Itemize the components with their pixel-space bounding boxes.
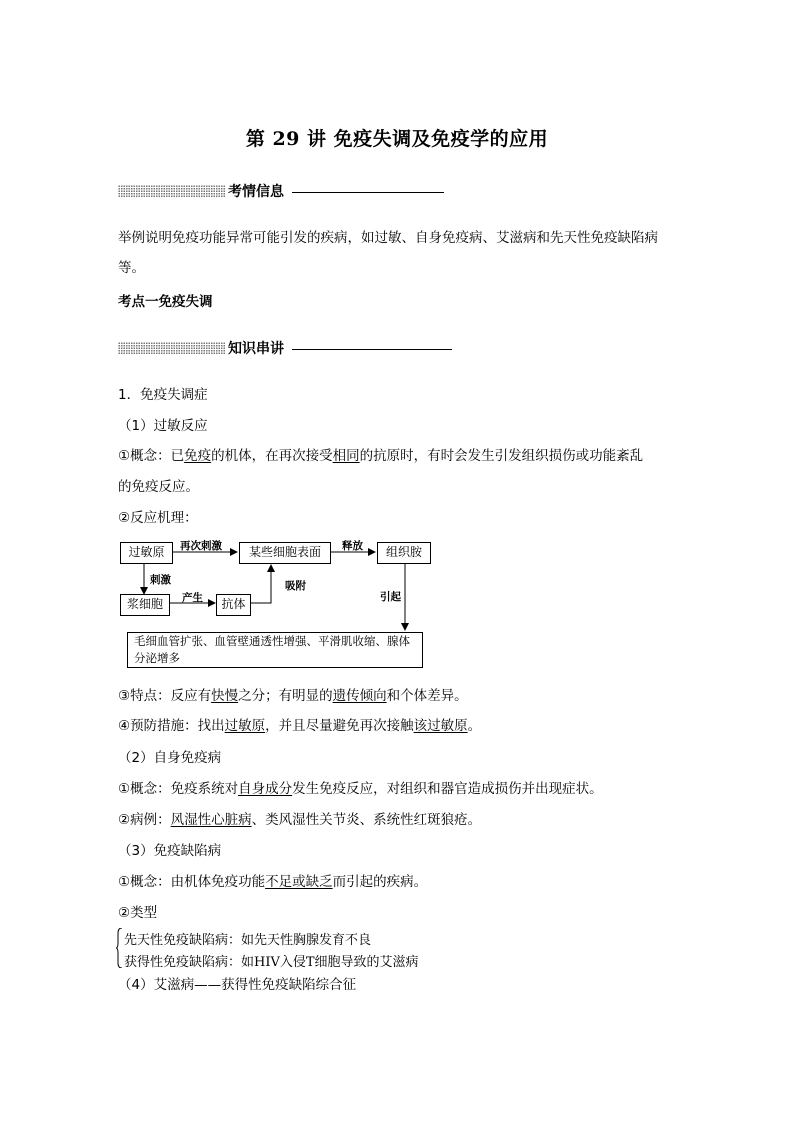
section-label: 考情信息 xyxy=(228,184,284,200)
heading-allergy: （1）过敏反应 xyxy=(118,418,208,434)
heading-immunodeficiency: （3）免疫缺陷病 xyxy=(118,843,222,859)
kaodian-heading: 考点一免疫失调 xyxy=(118,294,213,310)
section-label: 知识串讲 xyxy=(228,341,284,357)
immunodeficiency-concept: ①概念：由机体免疫功能不足或缺乏而引起的疾病。 xyxy=(118,874,428,890)
label-stimulate: 刺激 xyxy=(150,574,171,586)
intro-text-line2: 等。 xyxy=(118,260,145,276)
autoimmune-cases: ②病例：风湿性心脏病、类风湿性关节炎、系统性红斑狼疮。 xyxy=(118,812,482,828)
label-restimulate: 再次刺激 xyxy=(180,540,222,552)
box-allergen: 过敏原 xyxy=(120,542,173,564)
allergy-concept-line2: 的免疫反应。 xyxy=(118,479,199,495)
allergy-concept-line1: ①概念：已免疫的机体，在再次接受相同的抗原时，有时会发生引发组织损伤或功能紊乱 xyxy=(118,448,644,464)
mechanism-label: ②反应机理： xyxy=(118,510,198,526)
heading-aids: （4）艾滋病——获得性免疫缺陷综合征 xyxy=(118,977,357,993)
types-label: ②类型 xyxy=(118,905,158,921)
brace-icon xyxy=(116,928,122,968)
heading-immune-disorder: 1．免疫失调症 xyxy=(118,387,208,403)
type-congenital: 先天性免疫缺陷病：如先天性胸腺发育不良 xyxy=(124,933,372,948)
section-header-exam-info xyxy=(118,181,448,203)
section-header-knowledge xyxy=(118,338,458,360)
label-release: 释放 xyxy=(342,540,363,552)
box-result: 毛细血管扩张、血管壁通透性增强、平滑肌收缩、腺体 分泌增多 xyxy=(127,632,423,668)
box-antibody: 抗体 xyxy=(216,594,251,616)
page-title: 第 29 讲 免疫失调及免疫学的应用 xyxy=(245,128,549,150)
type-acquired: 获得性免疫缺陷病：如HIV入侵T细胞导致的艾滋病 xyxy=(124,955,419,970)
intro-text-line1: 举例说明免疫功能异常可能引发的疾病，如过敏、自身免疫病、艾滋病和先天性免疫缺陷病 xyxy=(118,230,658,246)
box-some-cells: 某些细胞表面 xyxy=(239,542,331,564)
autoimmune-concept: ①概念：免疫系统对自身成分发生免疫反应，对组织和器官造成损伤并出现症状。 xyxy=(118,781,603,797)
allergy-feature: ③特点：反应有快慢之分；有明显的遗传倾向和个体差异。 xyxy=(118,688,468,704)
arrow-antibody-to-cells xyxy=(249,565,271,603)
section-rule xyxy=(292,349,452,350)
heading-autoimmune: （2）自身免疫病 xyxy=(118,750,222,766)
section-rule xyxy=(292,192,444,193)
label-produce: 产生 xyxy=(182,592,203,604)
label-adsorb: 吸附 xyxy=(285,580,306,592)
label-cause: 引起 xyxy=(380,591,401,603)
box-tissue-amine: 组织胺 xyxy=(377,542,431,564)
allergy-prevention: ④预防措施：找出过敏原，并且尽量避免再次接触该过敏原。 xyxy=(118,718,482,734)
dotted-decoration xyxy=(118,185,226,197)
dotted-decoration xyxy=(118,342,226,354)
box-plasma-cell: 浆细胞 xyxy=(120,594,170,616)
